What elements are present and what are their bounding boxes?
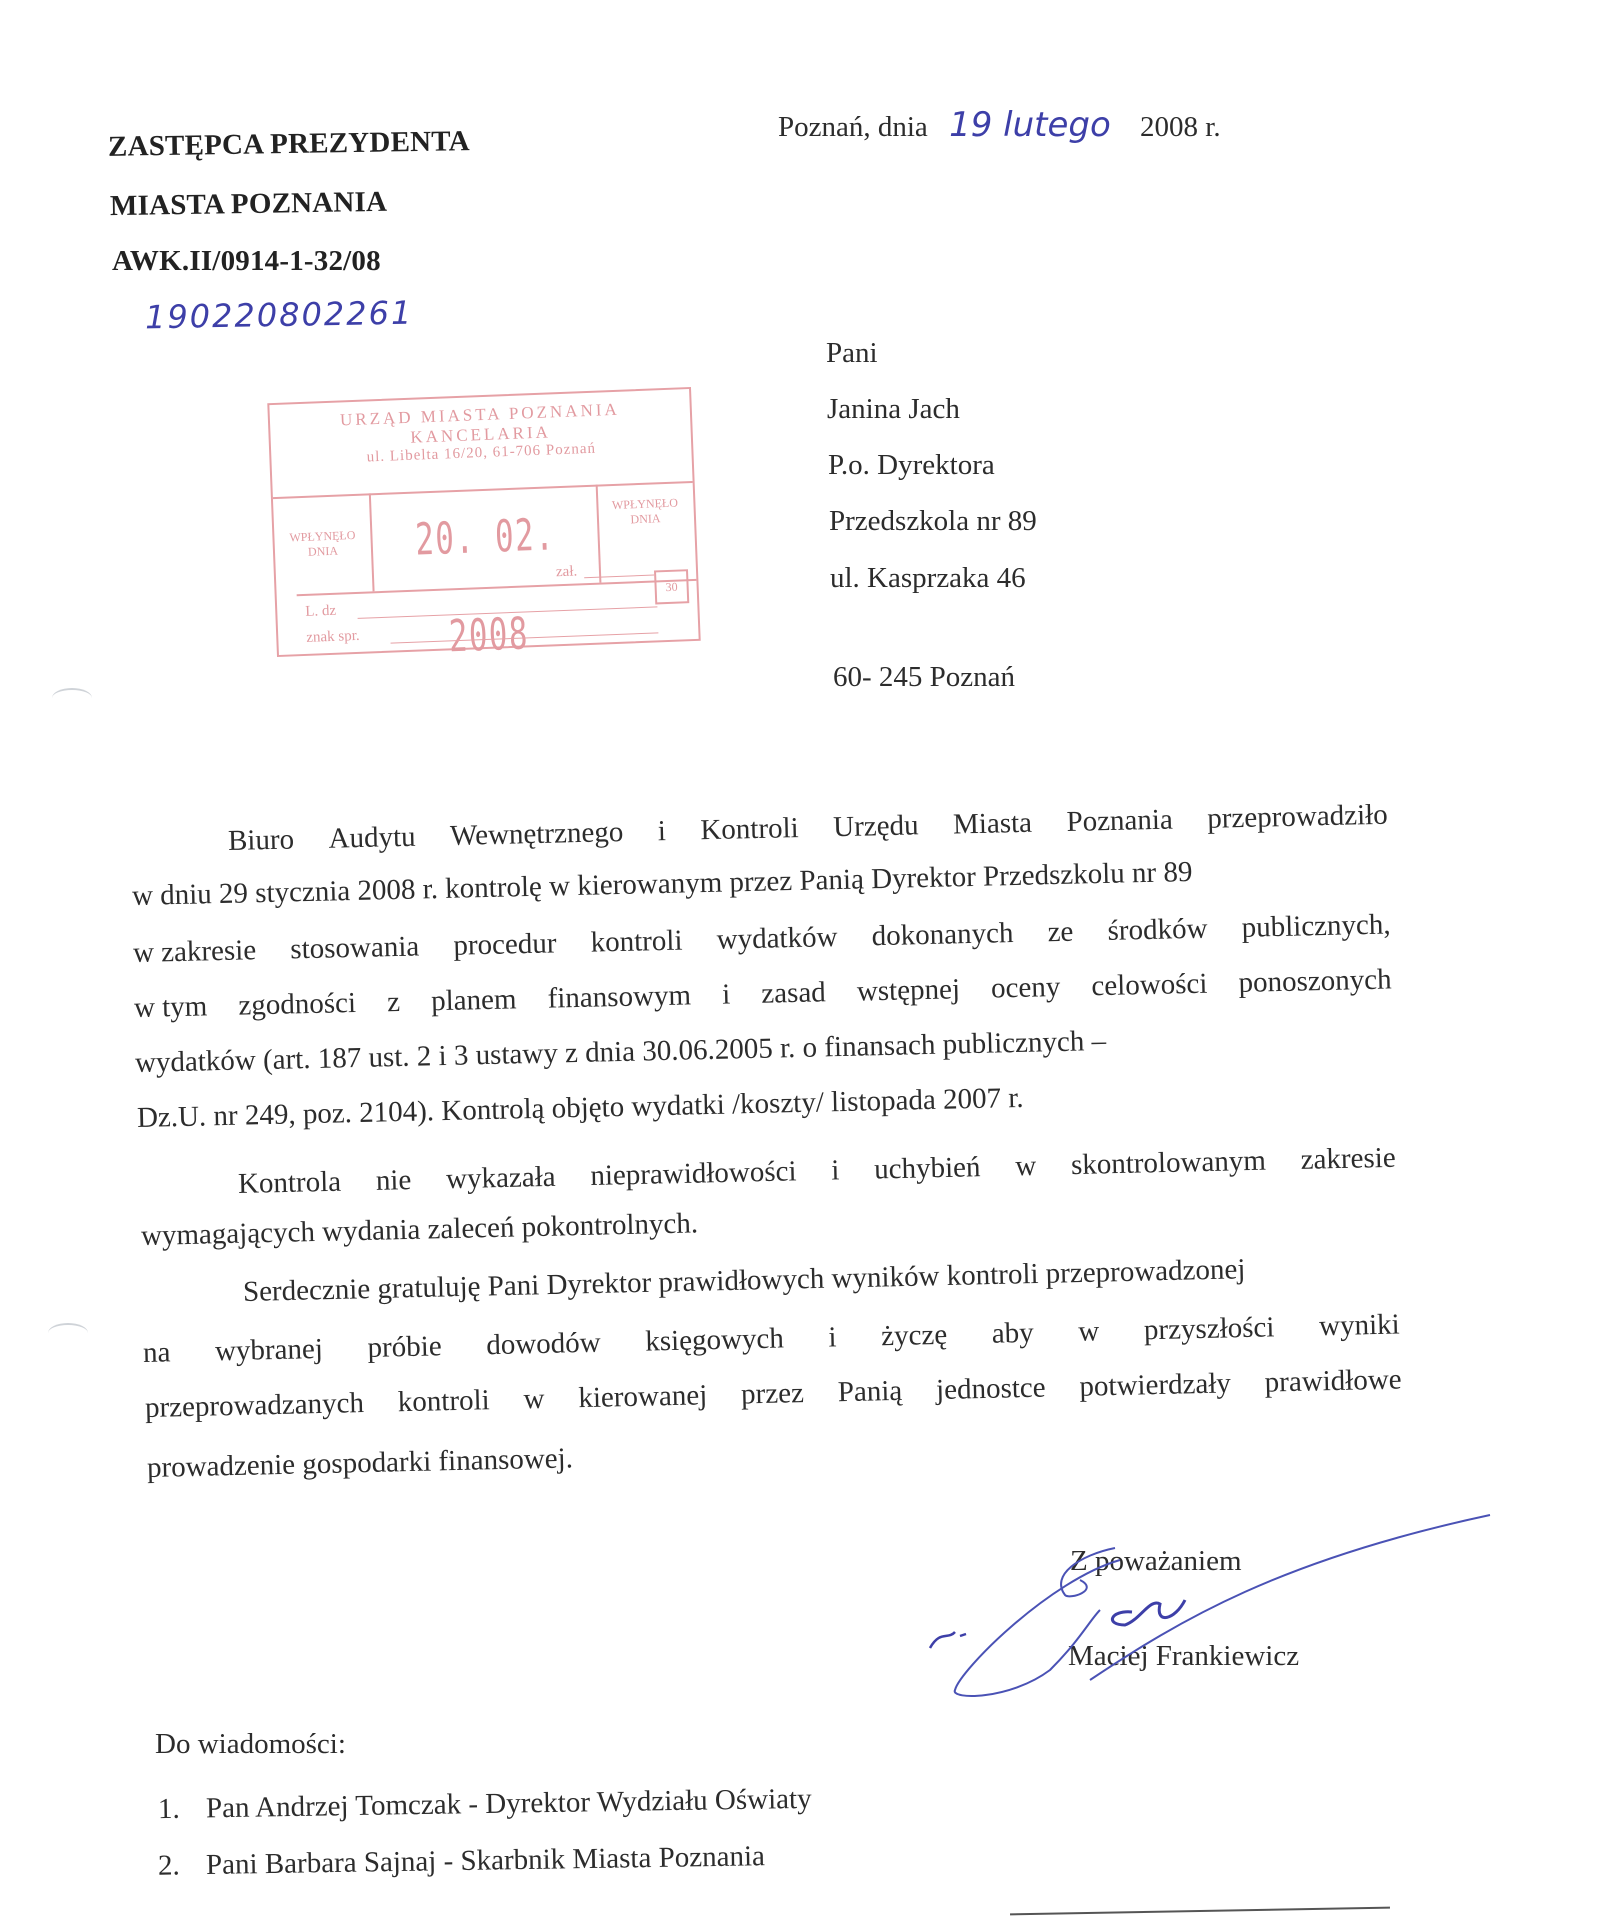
signatory-name: Maciej Frankiewicz (1068, 1640, 1300, 1672)
stamp-ldz-label: L. dz (305, 602, 337, 620)
body-line-11: przeprowadzanych kontroli w kierowanej przez Panią jednostce potwierdzały prawidłowe (144, 1363, 1402, 1424)
body-line-6: Dz.U. nr 249, poz. 2104). Kontrolą objęto wydatki /koszty/ listopada 2007 r. (136, 1081, 1024, 1134)
date-line (778, 105, 1221, 145)
body-line-10: na wybranej próbie dowodów księgowych i życzę aby w przyszłości wyniki (142, 1308, 1400, 1369)
date-suffix: 2008 r. (1140, 111, 1221, 143)
stamp-department: KANCELARIA (410, 422, 552, 447)
recipient-title: P.o. Dyrektora (828, 449, 995, 481)
stamp-received-label-left: WPŁYNĘŁO DNIA (273, 493, 375, 595)
sender-line-1: ZASTĘPCA PREZYDENTA (107, 125, 471, 163)
closing-regards: Z poważaniem (1070, 1545, 1242, 1577)
stamp-zal-label: zał. (555, 563, 578, 581)
cc-item-number: 2. (157, 1849, 181, 1882)
body-line-5: wydatków (art. 187 ust. 2 i 3 ustawy z dnia 30.06.2005 r. o finansach publicznych – (134, 1024, 1107, 1079)
handwritten-date: 19 lutego (949, 105, 1111, 145)
stamp-znak-line (391, 632, 659, 643)
stamp-address: ul. Libelta 16/20, 61-706 Poznań (366, 440, 597, 466)
body-line-8: wymagających wydania zaleceń pokontrolnych. (140, 1207, 699, 1252)
reference-number: AWK.II/0914-1-32/08 (112, 245, 381, 277)
cc-item-2 (158, 1840, 765, 1883)
body-line-12: prowadzenie gospodarki finansowej. (146, 1442, 574, 1484)
body-line-2: w dniu 29 stycznia 2008 r. kontrolę w kierowanym przez Panią Dyrektor Przedszkolu nr 89 (131, 855, 1193, 912)
cc-item-text: Pani Barbara Sajnaj - Skarbnik Miasta Poznania (205, 1840, 766, 1882)
body-line-1: Biuro Audytu Wewnętrznego i Kontroli Urzędu Miasta Poznania przeprowadziło (227, 798, 1388, 857)
registration-stamp (267, 387, 700, 663)
recipient-street: ul. Kasprzaka 46 (830, 562, 1026, 594)
handwritten-registry-number: 190220802261 (144, 293, 414, 337)
recipient-postal-city: 60- 245 Poznań (833, 661, 1016, 693)
footer-rule (1010, 1907, 1390, 1916)
recipient-salutation: Pani (826, 337, 878, 369)
body-line-9: Serdecznie gratuluję Pani Dyrektor prawidłowych wyników kontroli przeprowadzonej (242, 1253, 1246, 1308)
margin-fold-mark (48, 1323, 88, 1343)
stamp-received-label-right: WPŁYNĘŁO DNIA (596, 481, 695, 583)
sender-line-2: MIASTA POZNANIA (109, 185, 388, 223)
recipient-institution: Przedszkola nr 89 (829, 505, 1037, 537)
cc-item-1 (158, 1783, 812, 1826)
stamp-date: 20. 02. 2008 (414, 509, 556, 663)
body-line-4: w tym zgodności z planem finansowym i zasad wstępnej oceny celowości ponoszonych (133, 963, 1392, 1024)
recipient-name: Janina Jach (827, 393, 960, 425)
cc-heading: Do wiadomości: (155, 1728, 346, 1760)
date-prefix: Poznań, dnia (778, 111, 928, 143)
stamp-znak-label: znak spr. (306, 627, 360, 646)
stamp-box-number: 30 (654, 569, 689, 604)
handwritten-signature-icon (900, 1500, 1520, 1720)
body-line-7: Kontrola nie wykazała nieprawidłowości i uchybień w skontrolowanym zakresie (237, 1141, 1397, 1200)
body-line-3: w zakresie stosowania procedur kontroli wydatków dokonanych ze środków publicznych, (132, 908, 1391, 969)
cc-item-text: Pan Andrzej Tomczak - Dyrektor Wydziału Oświaty (205, 1782, 812, 1825)
cc-item-number: 1. (157, 1792, 181, 1826)
margin-fold-mark (52, 688, 92, 708)
stamp-office: URZĄD MIASTA POZNANIA (339, 399, 621, 430)
stamp-ldz-line (358, 606, 658, 619)
